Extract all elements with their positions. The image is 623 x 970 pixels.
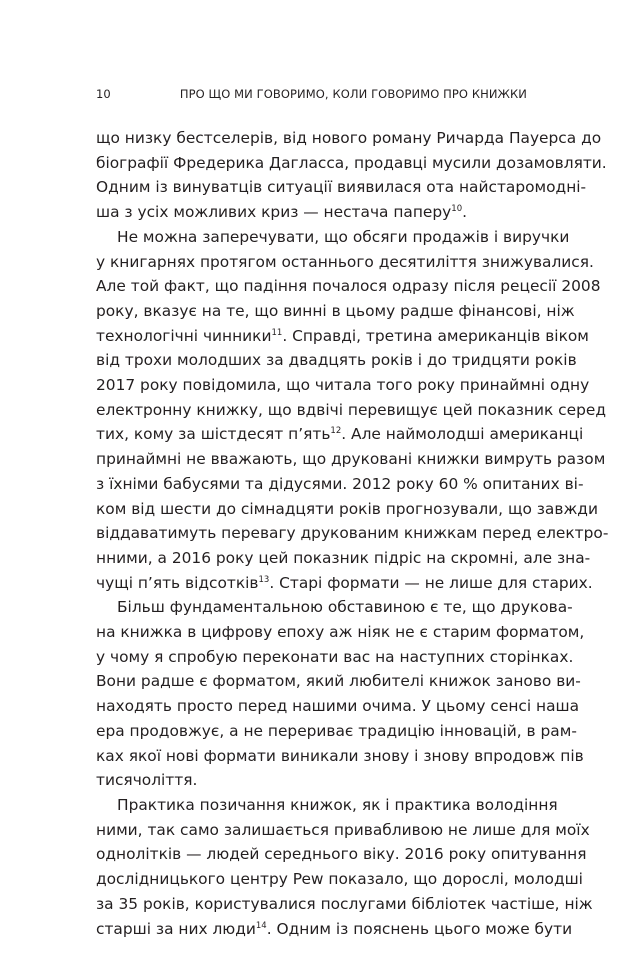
- paragraph-2: [96, 225, 609, 596]
- text-line: старші за них люди$^{14}$. Одним із пояснень цього може бути: [96, 919, 573, 938]
- text-line: технологічні чинники$^{11}$. Справді, третина американців віком: [96, 326, 589, 345]
- text-line: що низку бестселерів, від нового роману Ричарда Пауерса до: [96, 129, 602, 147]
- text-line: Але той факт, що падіння почалося одразу після рецесії 2008: [96, 277, 601, 296]
- text-line: ках якої нові формати виникали знову і знову впродовж пів: [96, 746, 584, 765]
- footnote-ref-11: 11: [271, 327, 283, 338]
- text-line: у книгарнях протягом останнього десятиліття знижувалися.: [96, 252, 594, 271]
- footnote-ref-12: 12: [330, 426, 342, 437]
- running-head: [96, 87, 527, 105]
- text-line: біографії Фредерика Дагласса, продавці мусили дозамовляти.: [96, 153, 607, 172]
- text-fragment: ша з усіх можливих криз — нестача паперу: [96, 203, 452, 222]
- text-line: ера продовжує, а не перериває традицію інновацій, в рам-: [96, 721, 577, 740]
- paragraph-3: [96, 595, 585, 793]
- text-fragment: Старі формати — не лише для старих.: [279, 573, 593, 592]
- text-line: тисячоліття.: [96, 771, 198, 790]
- text-line: року, вказує на те, що винні в цьому радше фінансові, ніж: [96, 301, 575, 320]
- text-line: від трохи молодших за двадцять років і до тридцяти років: [96, 351, 577, 370]
- text-line: однолітків — людей середнього віку. 2016 року опитування: [96, 845, 587, 864]
- text-line: Не можна заперечувати, що обсяги продажів і виручки: [117, 227, 570, 246]
- text-line: з їхніми бабусями та дідусями. 2012 року 60 % опитаних ві-: [96, 474, 584, 493]
- text-line: Одним із винуватців ситуації виявилася ота найстаромодні-: [96, 178, 587, 197]
- footnote-ref-14: 14: [255, 920, 267, 931]
- text-line: за 35 років, користувалися послугами бібліотек частіше, ніж: [96, 894, 593, 913]
- text-line: ними, так само залишається привабливою не лише для моїх: [96, 820, 590, 839]
- text-fragment: тих, кому за шістдесят п’ять: [96, 425, 331, 444]
- text-line: Більш фундаментальною обставиною є те, що друкова-: [117, 598, 573, 617]
- text-line: ша з усіх можливих криз — нестача паперу$^{10}$.: [96, 203, 468, 222]
- text-line: находять просто перед нашими очима. У цьому сенсі наша: [96, 697, 580, 716]
- text-line: нними, а 2016 року цей показник підріс на скромні, але зна-: [96, 548, 591, 567]
- footnote-ref-13: 13: [258, 574, 270, 585]
- text-line: електронну книжку, що вдвічі перевищує цей показник серед: [96, 400, 606, 419]
- text-line: чущі п’ять відсотків$^{13}$. Старі формати — не лише для старих.: [96, 573, 593, 592]
- text-line: 2017 року повідомила, що читала того року принаймні одну: [96, 376, 590, 395]
- text-fragment: старші за них люди: [96, 919, 256, 938]
- footnote-ref-10: 10: [451, 203, 463, 214]
- text-line: Вони радше є форматом, який любителі книжок заново ви-: [96, 672, 581, 691]
- text-line: принаймні не вважають, що друковані книжки вимруть разом: [96, 450, 606, 469]
- text-line: дослідницького центру Pew показало, що дорослі, молодші: [96, 870, 583, 889]
- text-fragment: Але наймолодші американці: [351, 425, 584, 444]
- text-line: ком від шести до сімнадцяти років прогнозували, що завжди: [96, 499, 598, 518]
- text-fragment: Одним із пояснень цього може бути: [276, 919, 573, 938]
- page-number: 10: [96, 87, 111, 101]
- text-line: Практика позичання книжок, як і практика володіння: [117, 795, 558, 814]
- text-line: тих, кому за шістдесят п’ять$^{12}$. Але наймолодші американці: [96, 425, 584, 444]
- paragraph-4: [96, 793, 593, 941]
- body-text: [96, 126, 609, 941]
- text-line: на книжка в цифрову епоху аж ніяк не є старим форматом,: [96, 623, 585, 642]
- text-fragment: чущі п’ять відсотків: [96, 573, 259, 592]
- running-title: ПРО ЩО МИ ГОВОРИМО, КОЛИ ГОВОРИМО ПРО КНИЖКИ: [179, 87, 527, 101]
- paragraph-1: [96, 126, 607, 225]
- text-fragment: технологічні чинники: [96, 326, 272, 345]
- text-line: віддаватимуть перевагу друкованим книжкам перед електро-: [96, 524, 609, 543]
- text-fragment: Справді, третина американців віком: [292, 326, 589, 345]
- text-line: у чому я спробую переконати вас на наступних сторінках.: [96, 647, 574, 666]
